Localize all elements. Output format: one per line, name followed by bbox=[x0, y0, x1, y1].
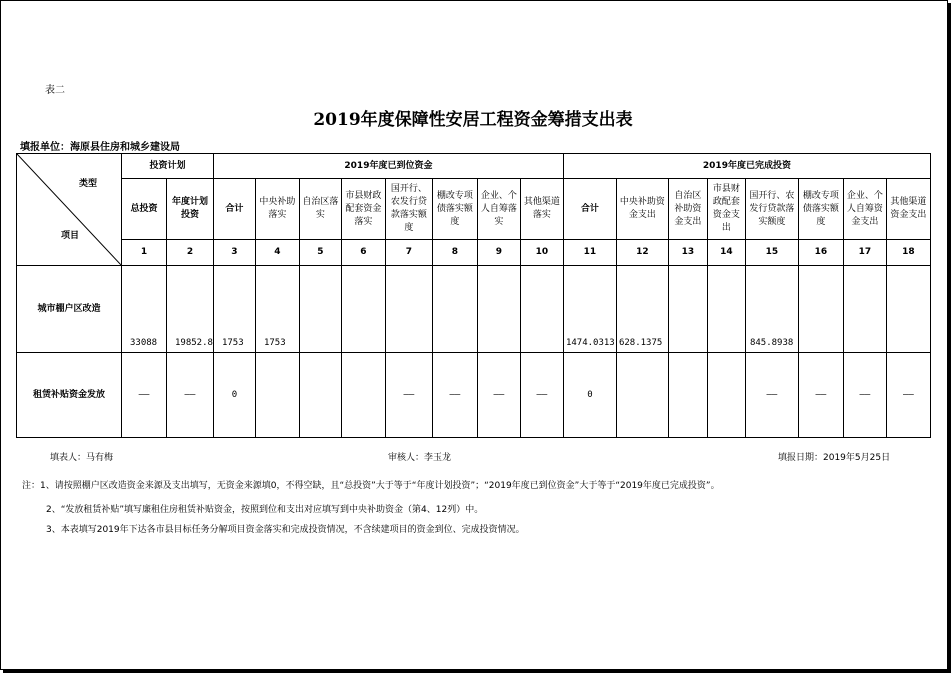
row-label: 城市棚户区改造 bbox=[17, 266, 122, 353]
note-line: 3、本表填写2019年下达各市县目标任务分解项目资金落实和完成投资情况，不含续建项目的资金到位、完成投资情况。 bbox=[46, 525, 525, 535]
reviewer-signature: 审核人：李玉龙 bbox=[388, 453, 452, 463]
col-number: 8 bbox=[432, 240, 477, 266]
table-tag: 表二 bbox=[45, 85, 65, 96]
table-cell bbox=[341, 266, 385, 353]
table-cell: 845.8938 bbox=[745, 266, 798, 353]
diagonal-header-cell bbox=[17, 154, 122, 266]
col-number: 4 bbox=[255, 240, 299, 266]
table-cell: —— bbox=[477, 353, 520, 438]
table-cell: —— bbox=[385, 353, 432, 438]
table-cell bbox=[707, 266, 745, 353]
table-cell: 1753 bbox=[255, 266, 299, 353]
document-title: 2019年度保障性安居工程资金筹措支出表 bbox=[313, 110, 633, 130]
table-cell: 33088 bbox=[122, 266, 167, 353]
col-header: 市县财政配套资金落实 bbox=[341, 179, 385, 240]
col-number: 1 bbox=[122, 240, 167, 266]
table-cell bbox=[299, 266, 341, 353]
table-cell bbox=[255, 353, 299, 438]
table-row bbox=[17, 353, 931, 438]
col-header: 自治区落实 bbox=[299, 179, 341, 240]
table-cell bbox=[477, 266, 520, 353]
table-cell bbox=[668, 266, 707, 353]
funding-table bbox=[16, 153, 931, 438]
table-cell: —— bbox=[520, 353, 563, 438]
col-number: 16 bbox=[798, 240, 843, 266]
table-cell bbox=[341, 353, 385, 438]
col-number: 17 bbox=[843, 240, 886, 266]
table-cell bbox=[385, 266, 432, 353]
table-cell bbox=[299, 353, 341, 438]
group-header-completed: 2019年度已完成投资 bbox=[563, 154, 930, 179]
col-header: 合计 bbox=[213, 179, 255, 240]
note-line: 2、“发放租赁补贴”填写廉租住房租赁补贴资金，按照到位和支出对应填写到中央补助资金（第4、12列）中。 bbox=[46, 505, 484, 515]
col-number: 6 bbox=[341, 240, 385, 266]
col-header: 企业、个人自筹落实 bbox=[477, 179, 520, 240]
col-number: 13 bbox=[668, 240, 707, 266]
table-cell: —— bbox=[745, 353, 798, 438]
col-header: 其他渠道资金支出 bbox=[886, 179, 930, 240]
table-cell bbox=[707, 353, 745, 438]
diagonal-line bbox=[17, 154, 122, 266]
table-cell bbox=[520, 266, 563, 353]
reporting-unit bbox=[20, 138, 180, 153]
col-number: 7 bbox=[385, 240, 432, 266]
col-header: 市县财政配套资金支出 bbox=[707, 179, 745, 240]
note-line: 注：1、请按照棚户区改造资金来源及支出填写，无资金来源填0，不得空缺，且“总投资”大于等于“年度计划投资”；“2019年度已到位资金”大于等于“2019年度已完成投资”。 bbox=[22, 481, 720, 491]
col-number: 2 bbox=[167, 240, 214, 266]
reporting-unit-label: 填报单位： bbox=[20, 142, 70, 153]
table-cell bbox=[668, 353, 707, 438]
table-cell: —— bbox=[167, 353, 214, 438]
table-cell: 1474.0313 bbox=[563, 266, 616, 353]
filler-signature: 填表人：马有梅 bbox=[50, 453, 114, 463]
row-label: 租赁补贴资金发放 bbox=[17, 353, 122, 438]
table-cell bbox=[798, 266, 843, 353]
col-header: 中央补助落实 bbox=[255, 179, 299, 240]
table-cell bbox=[843, 266, 886, 353]
diag-header-item: 项目 bbox=[61, 231, 80, 241]
col-number: 15 bbox=[745, 240, 798, 266]
diag-header-type: 类型 bbox=[79, 179, 98, 189]
col-header: 棚改专项债落实额度 bbox=[432, 179, 477, 240]
group-header-arrived: 2019年度已到位资金 bbox=[213, 154, 563, 179]
col-number: 12 bbox=[616, 240, 668, 266]
col-number: 5 bbox=[299, 240, 341, 266]
table-cell: —— bbox=[432, 353, 477, 438]
col-number: 10 bbox=[520, 240, 563, 266]
col-header: 年度计划投资 bbox=[167, 179, 214, 240]
reporting-unit-value: 海原县住房和城乡建设局 bbox=[70, 142, 180, 153]
table-cell: 628.1375 bbox=[616, 266, 668, 353]
col-number: 3 bbox=[213, 240, 255, 266]
table-cell: 1753 bbox=[213, 266, 255, 353]
table-cell: —— bbox=[122, 353, 167, 438]
table-cell: 19852.8 bbox=[167, 266, 214, 353]
col-header: 中央补助资金支出 bbox=[616, 179, 668, 240]
table-cell: 0 bbox=[563, 353, 616, 438]
table-cell: —— bbox=[886, 353, 930, 438]
col-header: 合计 bbox=[563, 179, 616, 240]
col-number: 14 bbox=[707, 240, 745, 266]
col-header: 企业、个人自筹资金支出 bbox=[843, 179, 886, 240]
col-number: 18 bbox=[886, 240, 930, 266]
table-cell bbox=[886, 266, 930, 353]
col-header: 其他渠道落实 bbox=[520, 179, 563, 240]
table-cell bbox=[616, 353, 668, 438]
fill-date: 填报日期：2019年5月25日 bbox=[778, 453, 891, 463]
table-cell: —— bbox=[843, 353, 886, 438]
col-header: 棚改专项债落实额度 bbox=[798, 179, 843, 240]
col-number: 11 bbox=[563, 240, 616, 266]
col-header: 自治区补助资金支出 bbox=[668, 179, 707, 240]
table-cell bbox=[432, 266, 477, 353]
col-number: 9 bbox=[477, 240, 520, 266]
table-row bbox=[17, 266, 931, 353]
table-cell: 0 bbox=[213, 353, 255, 438]
col-header: 总投资 bbox=[122, 179, 167, 240]
col-header: 国开行、农发行贷款落实额度 bbox=[745, 179, 798, 240]
group-header-plan: 投资计划 bbox=[122, 154, 214, 179]
table-cell: —— bbox=[798, 353, 843, 438]
col-header: 国开行、农发行贷款落实额度 bbox=[385, 179, 432, 240]
